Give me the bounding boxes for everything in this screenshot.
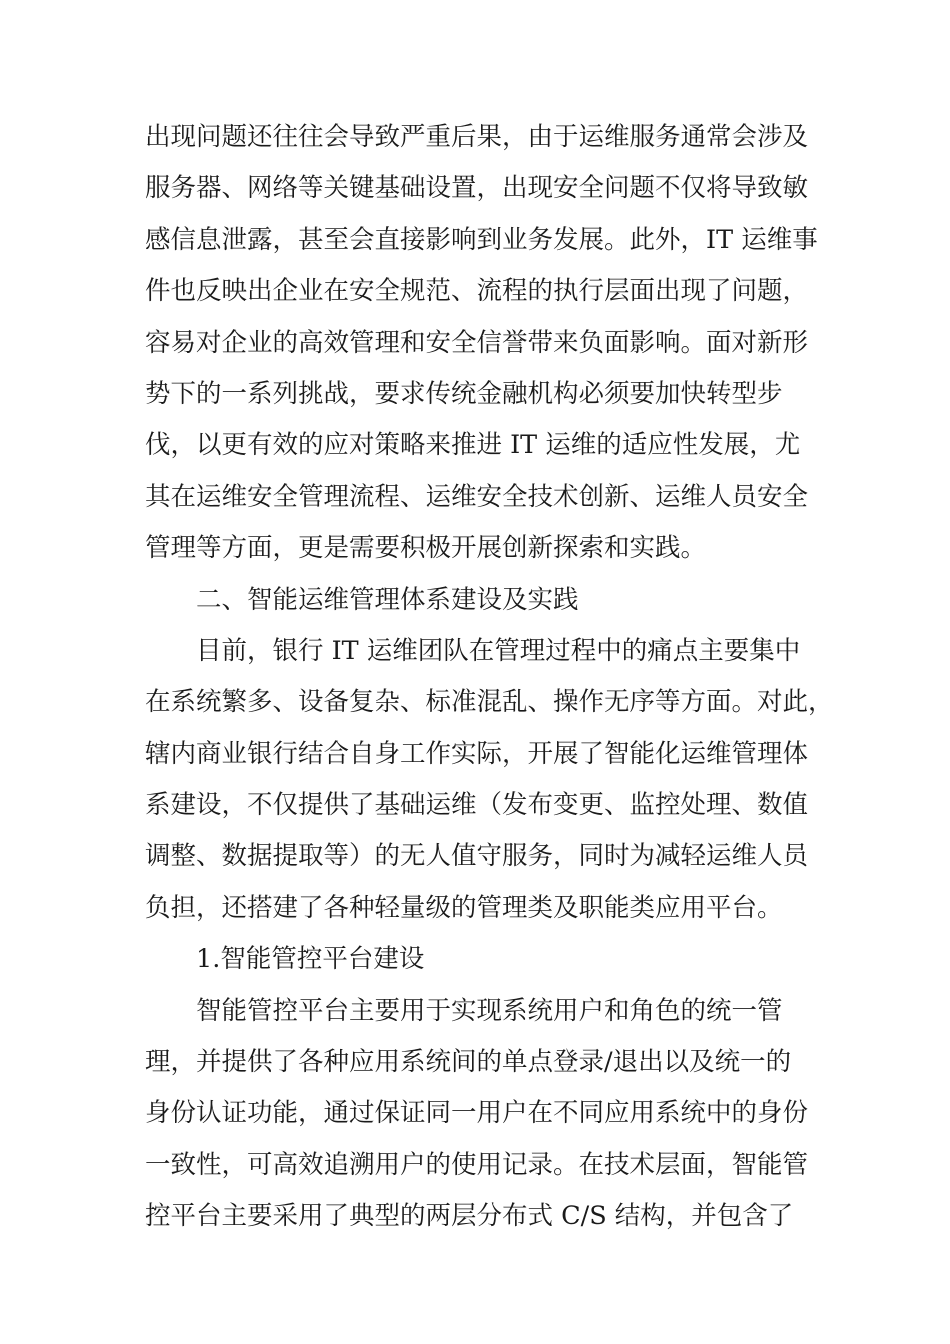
- text-line: 感信息泄露，甚至会直接影响到业务发展。此外，IT 运维事: [145, 224, 818, 255]
- text-line: 容易对企业的高效管理和安全信誉带来负面影响。面对新形: [145, 327, 809, 358]
- paragraph-first-line: 智能管控平台主要用于实现系统用户和角色的统一管: [196, 995, 783, 1026]
- text-line: 控平台主要采用了典型的两层分布式 C/S 结构，并包含了: [145, 1201, 794, 1232]
- text-line: 理，并提供了各种应用系统间的单点登录/退出以及统一的: [145, 1047, 792, 1078]
- body-text: [145, 112, 834, 1243]
- text-line: 件也反映出企业在安全规范、流程的执行层面出现了问题，: [145, 276, 809, 307]
- text-line: 系建设，不仅提供了基础运维（发布变更、监控处理、数值: [145, 790, 809, 821]
- text-line: 管理等方面，更是需要积极开展创新探索和实践。: [145, 533, 707, 564]
- text-line: 其在运维安全管理流程、运维安全技术创新、运维人员安全: [145, 481, 809, 512]
- text-line: 辖内商业银行结合自身工作实际，开展了智能化运维管理体: [145, 738, 809, 769]
- text-line: 一致性，可高效追溯用户的使用记录。在技术层面，智能管: [145, 1149, 809, 1180]
- text-line: 势下的一系列挑战，要求传统金融机构必须要加快转型步: [145, 378, 783, 409]
- text-line: 调整、数据提取等）的无人值守服务，同时为减轻运维人员: [145, 841, 809, 872]
- paragraph-first-line: 1.智能管控平台建设: [196, 944, 425, 975]
- paragraph-first-line: 二、智能运维管理体系建设及实践: [196, 584, 579, 615]
- text-line: 伐，以更有效的应对策略来推进 IT 运维的适应性发展，尤: [145, 430, 801, 461]
- text-line: 身份认证功能，通过保证同一用户在不同应用系统中的身份: [145, 1098, 809, 1129]
- text-line: 服务器、网络等关键基础设置，出现安全问题不仅将导致敏: [145, 173, 809, 204]
- paragraph-first-line: 目前，银行 IT 运维团队在管理过程中的痛点主要集中: [196, 635, 801, 666]
- text-line: 负担，还搭建了各种轻量级的管理类及职能类应用平台。: [145, 892, 783, 923]
- text-line: 出现问题还往往会导致严重后果，由于运维服务通常会涉及: [145, 122, 809, 152]
- text-line: 在系统繁多、设备复杂、标准混乱、操作无序等方面。对此，: [145, 687, 834, 718]
